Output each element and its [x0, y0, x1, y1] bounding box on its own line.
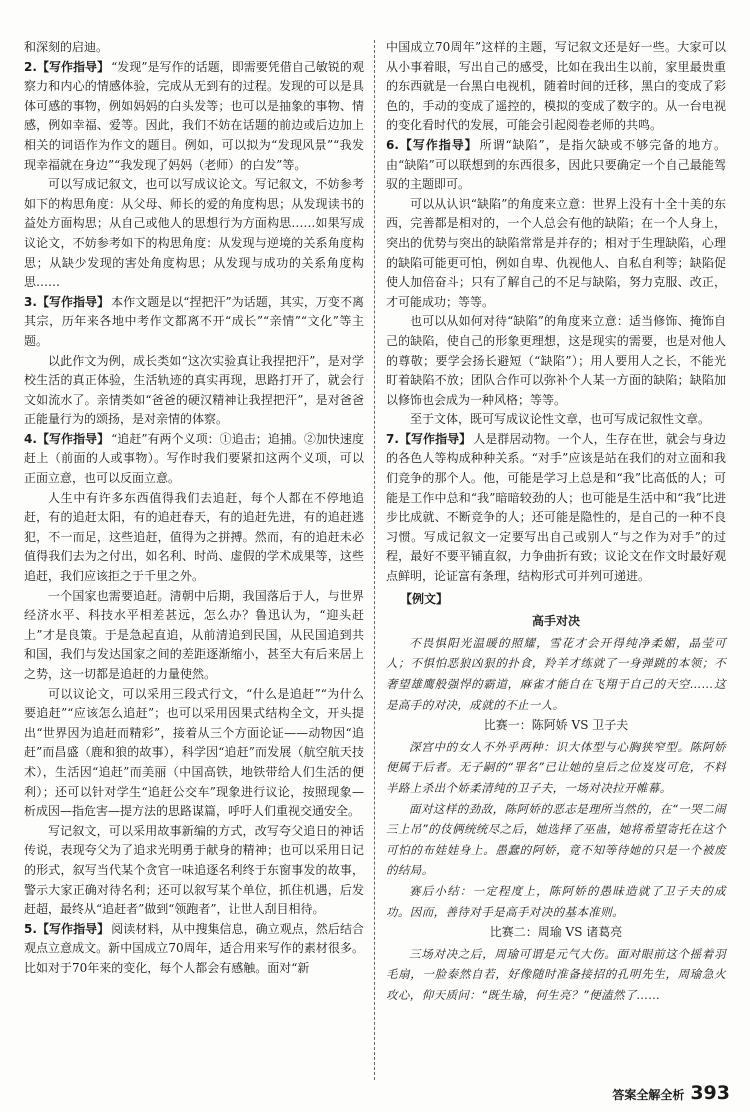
section-3-paragraph: 以此作文为例，成长类如“这次实验真让我捏把汗”，是对学校生活的真正体验，生活轨迹的真实再现，思路打开了，就会行文如流水了。亲情类如“爸爸的硬汉精神让我捏把汗”，是对爸爸正能量行为的颂扬，是对亲情的体察。	[24, 353, 364, 427]
section-2-paragraph: 可以写成记叙文，也可以写成议论文。写记叙文，不妨参考如下的构思角度：从父母、师长的爱的角度构思；从发现读书的益处方面构思；从自己或他人的思想行为方面构思……如果写成议论文，不妨参考如下的构思角度：从发现与逆境的关系角度构思；从缺少发现的害处角度构思；从发现与成功的关系角度构思……	[24, 177, 364, 290]
essay-paragraph: 面对这样的劲敌，陈阿娇的恶志是理所当然的，在“一哭二闹三上吊”的伎俩统统尽之后，她选择了巫蛊，她将希望寄托在这个可怕的布娃娃身上。愚蠢的阿娇，竟不知等待她的只是一个被废的结局。	[386, 801, 726, 878]
section-6-paragraph: 可以从认识“缺陷”的角度来立意：世界上没有十全十美的东西，完善都是相对的，一个人总会有他的缺陷；在一个人身上，突出的优势与突出的缺陷常常是并存的；相对于生理缺陷，心理的缺陷可能更可怕，例如自卑、仇视他人、自私自利等；缺陷促使人加倍奋斗；只有了解自己的不足与缺陷，努力克服、改正，才可能成功；等等。	[386, 196, 726, 309]
section-4-paragraph: 一个国家也需要追赶。清朝中后期，我国落后于人，与世界经济水平、科技水平相差甚远，怎么办？鲁迅认为，“迎头赶上”才是良策。于是急起直追，从前清追到民国，从民国追到共和国，我们与发达国家之间的差距逐渐缩小，甚至大有后来居上之势，这一切都是追赶的力量使然。	[24, 588, 364, 681]
page-number: 393	[690, 1082, 730, 1104]
essay-paragraph: 深宫中的女人不外乎两种：识大体型与心胸狭窄型。陈阿娇便属于后者。无子嗣的“罪名”已让她的皇后之位岌岌可危，不料半路上杀出个娇柔清纯的卫子夫，一场对决拉开帷幕。	[386, 739, 726, 795]
page-footer	[612, 1082, 730, 1104]
footer-label: 答案全解全析	[612, 1088, 685, 1102]
writing-guide-tag: 【写作指导】	[36, 294, 110, 309]
continued-text: 中国成立70周年”这样的主题，写记叙文还是好一些。大家可以从小事着眼，写出自己的感受，比如在我出生以前，家里最贵重的东西就是一台黑白电视机，随着时间的迁移，黑白的变成了彩色的，手动的变成了遥控的，模拟的变成了数字的。从一台电视的变化看时代的发展，可能会引起阅卷老师的共鸣。	[386, 40, 726, 133]
left-column	[24, 38, 364, 979]
essay-paragraph: 赛后小结：一定程度上，陈阿娇的愚昧造就了卫子夫的成功。因而，善待对手是高手对决的基本准则。	[386, 883, 726, 919]
section-4: 4.【写作指导】 “追赶”有两个义项：①追击；追捕。②加快速度赶上（前面的人或事物）。写作时我们要紧扣这两个义项，可以正面立意，也可以反面立意。	[24, 431, 364, 486]
section-7-body: 人是群居动物。一个人，生存在世，就会与身边的各色人等构成种种关系。“对手”应该是站在我们的对立面和我们竞争的那个人。他，可能是学习上总是和“我”比高低的人；可能是工作中总和“我”暗暗较劲的人；也可能是生活中和“我”比进步比成就、不断竞争的人；还可能是隐性的，是自己的一种不良习惯。写成记叙文一定要写出自己或别人“与之作为对手”的过程，最好不要平铺直叙，力争曲折有致；议论文在作文时最好观点鲜明，论证富有条理，结构形式可并列可递进。	[386, 431, 726, 584]
writing-guide-tag: 【写作指导】	[398, 137, 478, 152]
section-3-body: 本作文题是以“捏把汗”为话题，其实，万变不离其宗，历年来各地中考作文都离不开“成长”“亲情”“文化”等主题。	[24, 294, 364, 348]
section-3: 3.【写作指导】 本作文题是以“捏把汗”为话题，其实，万变不离其宗，历年来各地中考作文都离不开“成长”“亲情”“文化”等主题。	[24, 294, 364, 348]
essay-paragraph: 三场对决之后，周瑜可谓是元气大伤。面对眼前这个摇着羽毛扇，一脸泰然自若，好像随时准备接招的孔明先生，周瑜急火攻心，仰天质问：“既生瑜，何生亮？”便溘然了……	[386, 946, 726, 1002]
essay-paragraph: 不畏惧阳光温暖的照耀，雪花才会开得纯净柔媚，晶莹可人；不惧怕恶狼凶狠的扑食，羚羊才练就了一身弹跳的本领；不奢望雄鹰般强悍的霸道，麻雀才能自在飞翔于自己的天空……这是高手的对决，成就的不止一人。	[386, 635, 726, 712]
continued-text: 和深刻的启迪。	[24, 40, 109, 54]
section-5-body: 阅读材料，从中搜集信息，确立观点，然后结合观点立意成文。新中国成立70周年，适合用来写作的素材很多。比如对于70年来的变化，每个人都会有感触。面对“新	[24, 921, 364, 975]
section-6-paragraph: 至于文体，既可写成议论性文章，也可写成记叙性文章。	[410, 412, 711, 427]
section-4-paragraph: 写记叙文，可以采用故事新编的方式，改写夸父追日的神话传说，表现夸父为了追求光明勇于献身的精神；也可以采用日记的形式，叙写当代某个贪官一味追逐名利终于东窗事发的故事，警示大家正确对待名利；还可以叙写某个单位，抓住机遇，后发赶超，最终从“追赶者”做到“领跑者”，让世人刮目相待。	[24, 823, 364, 917]
section-5: 5.【写作指导】 阅读材料，从中搜集信息，确立观点，然后结合观点立意成文。新中国成立70周年，适合用来写作的素材很多。比如对于70年来的变化，每个人都会有感触。面对“新	[24, 921, 364, 975]
writing-guide-tag: 【写作指导】	[398, 431, 472, 446]
section-2: 2.【写作指导】 “发现”是写作的话题，即需要凭借自己敏锐的观察力和内心的情感体验，完成从无到有的过程。发现的可以是具体可感的事物，例如妈妈的白头发等；也可以是抽象的事物、情感，例如幸福、爱等。因此，我们不妨在话题的前边或后边加上相关的词语作为作文的题目。例如，可以拟为“发现风景”“我发现幸福就在身边”“我发现了妈妈（老师）的白发”等。	[24, 59, 364, 172]
essay-title: 高手对决	[531, 614, 580, 629]
writing-guide-tag: 【写作指导】	[36, 431, 110, 446]
section-4-paragraph: 人生中有许多东西值得我们去追赶，每个人都在不停地追赶，有的追赶太阳，有的追赶春天，有的追赶先进，有的追赶逃犯，不一而足，这些追赶，值得为之拼搏。然而，有的追赶未必值得我们去为之付出，如名利、时尚、虚假的学术成果等，这些追赶，我们应该拒之于千里之外。	[24, 490, 364, 584]
section-6-paragraph: 也可以从如何对待“缺陷”的角度来立意：适当修饰、掩饰自己的缺陷，使自己的形象更理想，这是现实的需要，也是对他人的尊敬；要学会扬长避短（“缺陷”）；用人要用人之长，不能光盯着缺陷不放；团队合作可以弥补个人某一方面的缺陷；缺陷加以修饰也会成为一种风格；等等。	[386, 314, 726, 407]
section-6: 6.【写作指导】 所谓“缺陷”，是指欠缺或不够完备的地方。由“缺陷”可以联想到的东西很多，因此只要确定一个自己最能驾驭的主题即可。	[386, 137, 726, 192]
section-4-body: “追赶”有两个义项：①追击；追捕。②加快速度赶上（前面的人或事物）。写作时我们要紧扣这两个义项，可以正面立意，也可以反面立意。	[24, 431, 364, 486]
example-label: 【例文】	[400, 591, 449, 606]
writing-guide-tag: 【写作指导】	[36, 59, 110, 74]
section-2-body: “发现”是写作的话题，即需要凭借自己敏锐的观察力和内心的情感体验，完成从无到有的过程。发现的可以是具体可感的事物，例如妈妈的白头发等；也可以是抽象的事物、情感，例如幸福、爱等。因此，我们不妨在话题的前边或后边加上相关的词语作为作文的题目。例如，可以拟为“发现风景”“我发现幸福就在身边”“我发现了妈妈（老师）的白发”等。	[24, 59, 364, 172]
writing-guide-tag: 【写作指导】	[36, 921, 110, 936]
match-heading: 比赛一：陈阿娇 VS 卫子夫	[483, 718, 629, 733]
column-divider	[374, 40, 375, 1080]
section-6-body: 所谓“缺陷”，是指欠缺或不够完备的地方。由“缺陷”可以联想到的东西很多，因此只要确定一个自己最能驾驭的主题即可。	[386, 137, 726, 192]
match-heading: 比赛二：周瑜 VS 诸葛亮	[489, 925, 623, 940]
section-4-paragraph: 可以议论文，可以采用三段式行文，“什么是追赶”“为什么要追赶”“应该怎么追赶”；也可以采用因果式结构全文，开头提出“世界因为追赶而精彩”，接着从三个方面论证——动物因“追赶”而昌盛（鹿和狼的故事），科学因“追赶”而发展（航空航天技术），生活因“追赶”而美丽（中国高铁，地铁带给人们生活的便利）；还可以针对学生“追赶公交车”现象进行议论，按照现象—析成因—指危害—提方法的思路谋篇，呼吁人们重视交通安全。	[24, 686, 364, 819]
section-7: 7.【写作指导】 人是群居动物。一个人，生存在世，就会与身边的各色人等构成种种关系。“对手”应该是站在我们的对立面和我们竞争的那个人。他，可能是学习上总是和“我”比高低的人；可能是工作中总和“我”暗暗较劲的人；也可能是生活中和“我”比进步比成就、不断竞争的人；还可能是隐性的，是自己的一种不良习惯。写成记叙文一定要写出自己或别人“与之作为对手”的过程，最好不要平铺直叙，力争曲折有致；议论文在作文时最好观点鲜明，论证富有条理，结构形式可并列可递进。	[386, 431, 726, 584]
right-column	[386, 38, 726, 1006]
